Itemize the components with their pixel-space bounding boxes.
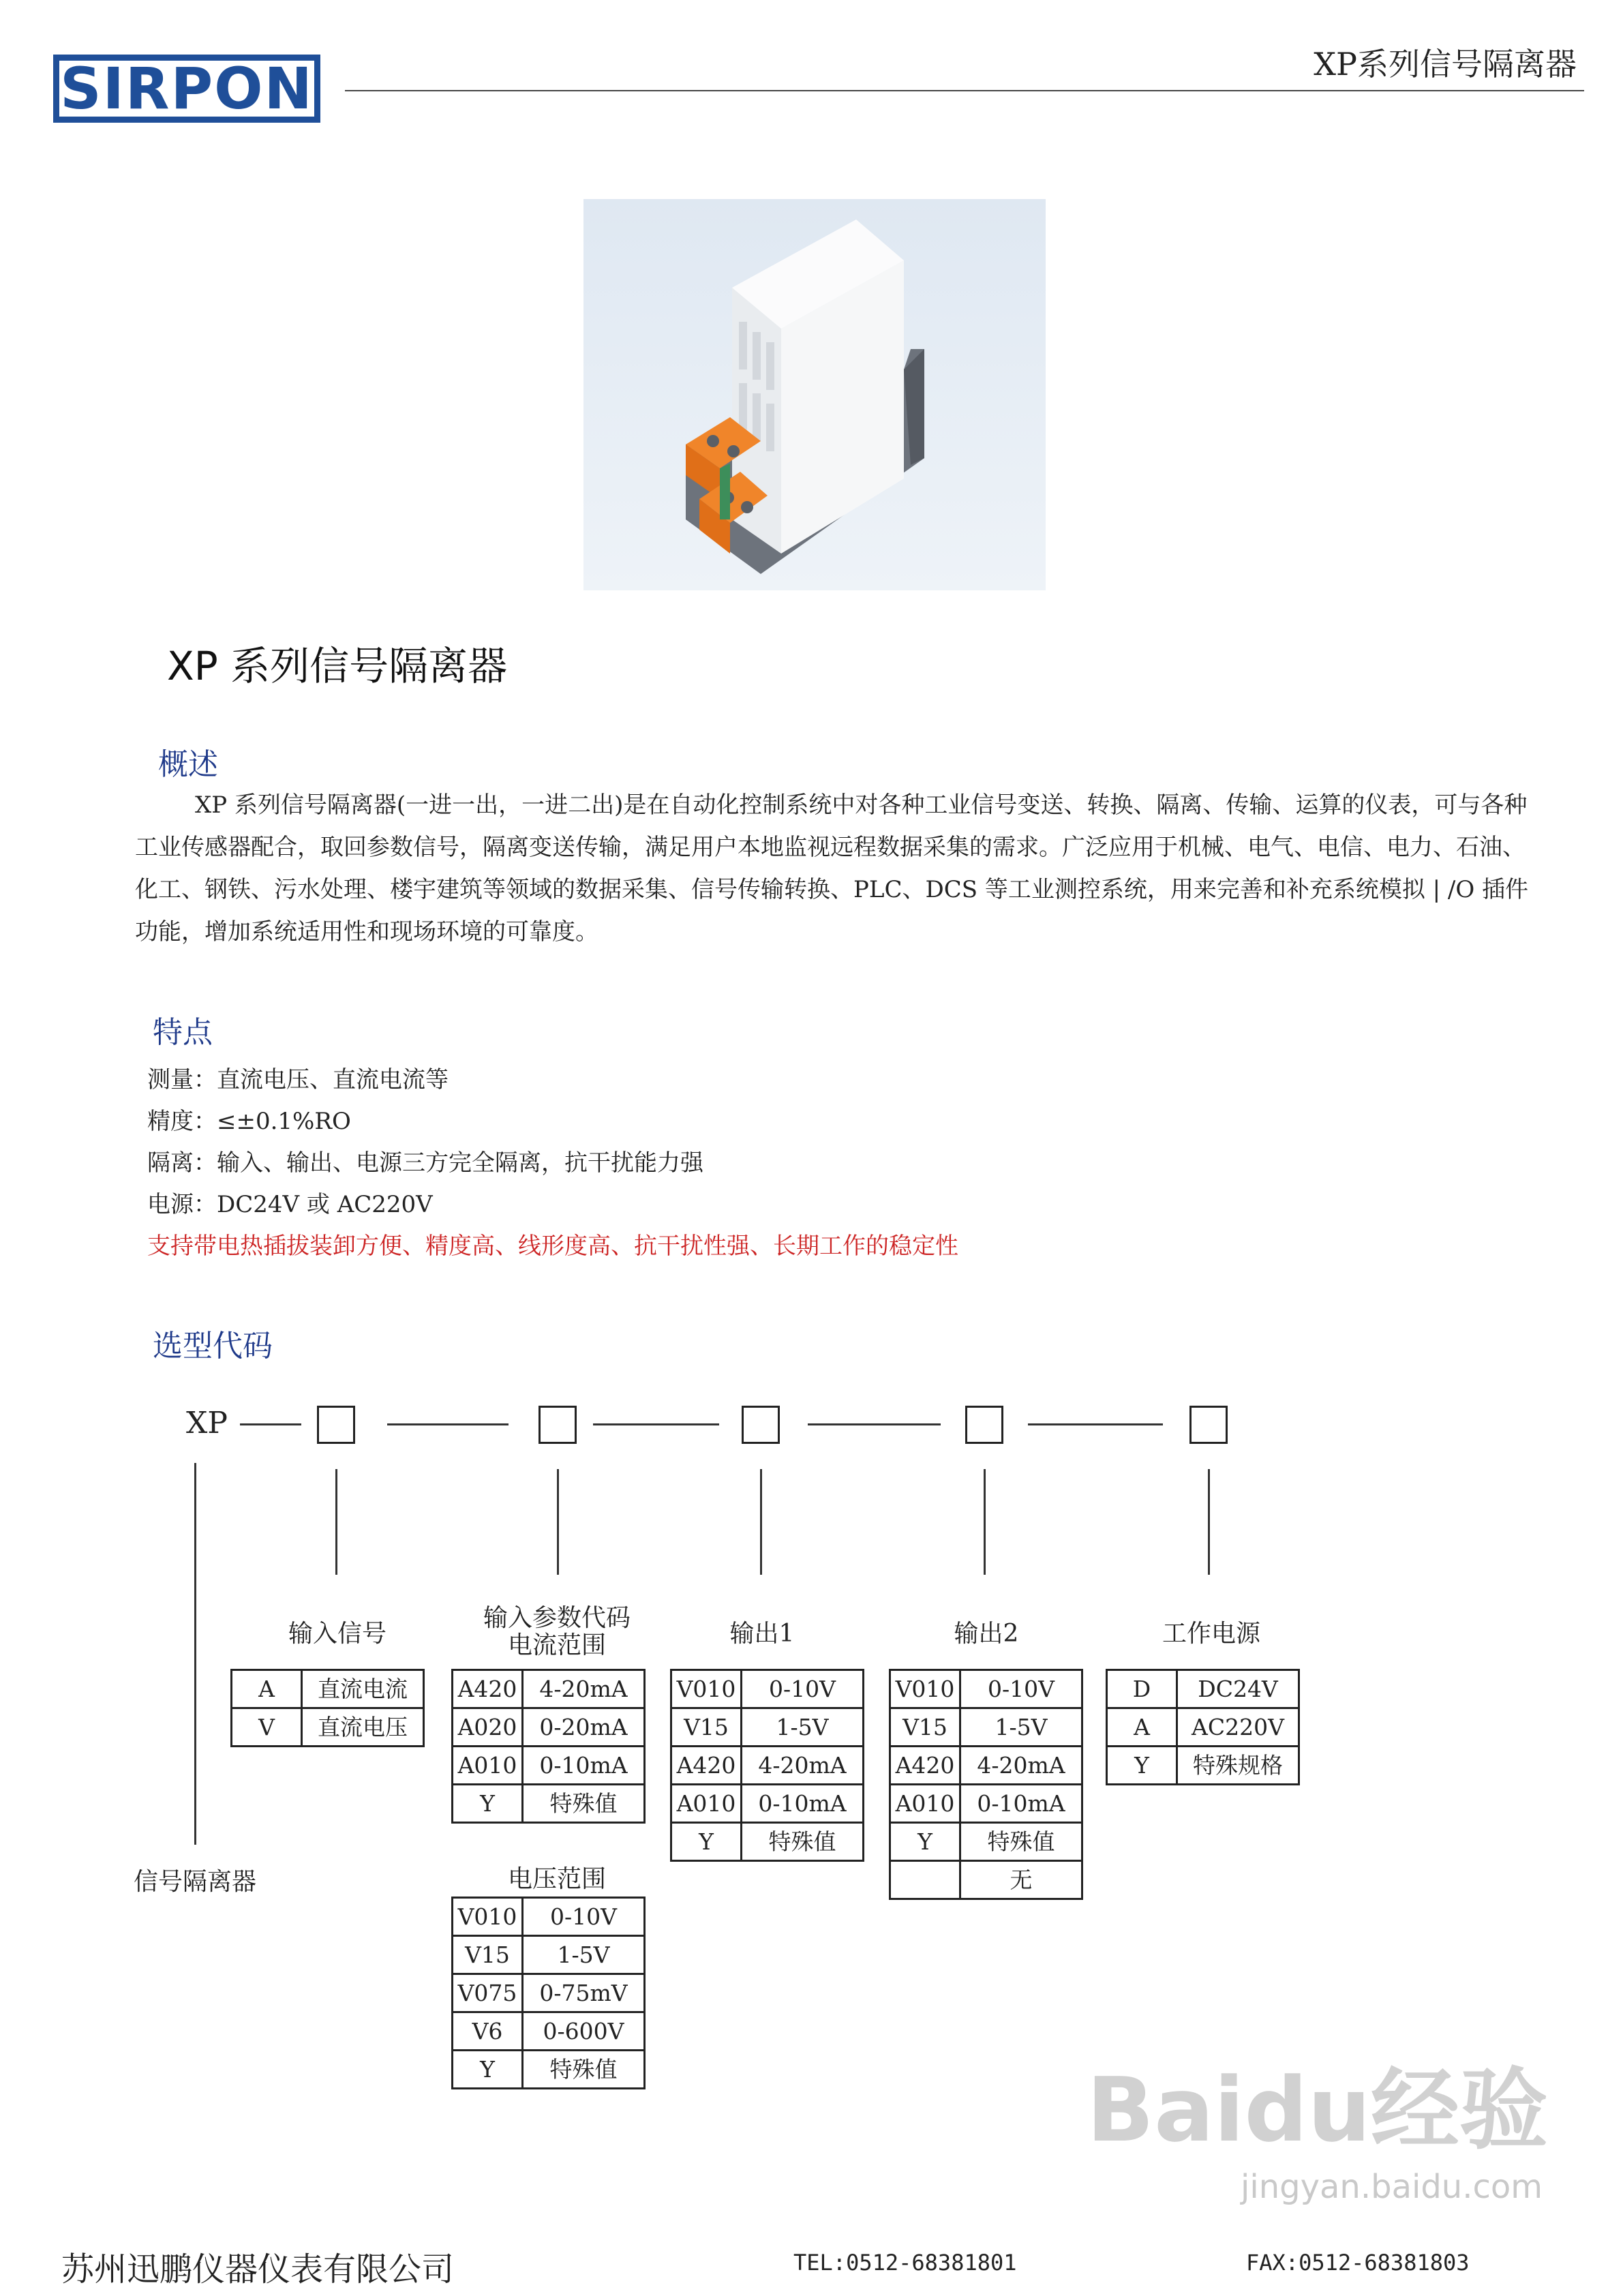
column-label-output2: 输出2 (954, 1620, 1019, 1648)
table-row: V075 0-75mV (453, 1974, 645, 2012)
device-label: 信号隔离器 (134, 1868, 257, 1896)
code-slot-input-param (539, 1406, 577, 1444)
feature-highlight: 支持带电热插拔装卸方便、精度高、线形度高、抗干扰性强、长期工作的稳定性 (147, 1233, 958, 1260)
column-label-power: 工作电源 (1162, 1620, 1260, 1648)
code-slot-power (1189, 1406, 1228, 1444)
overview-text: XP 系列信号隔离器(一进一出，一进二出)是在自动化控制系统中对各种工业信号变送、转换、隔离、传输、运算的仪表，可与各种工业传感器配合，取回参数信号，隔离变送传输，满足用户本地监视远程数据采集的需求。广泛应用于机械、电气、电信、电力、石油、化工、钢铁、污水处理、楼宇建筑等领域的数据采集、信号传输转换、PLC、DCS 等工业测控系统，用来完善和补充系统模拟 | /O 插件功能，增加系统适用性和现场环境的可靠度。 (135, 791, 1529, 946)
overview-heading: 概述 (158, 747, 218, 782)
code-slot-input-signal (317, 1406, 355, 1444)
selection-heading: 选型代码 (153, 1329, 273, 1363)
baidu-watermark: Baidu经验 (1087, 2058, 1548, 2162)
leader-line (760, 1469, 762, 1575)
table-row: A 直流电流 (232, 1670, 424, 1708)
table-row: V010 0-10V (671, 1670, 864, 1708)
leader-line (335, 1469, 337, 1575)
table-row: Y 特殊值 (671, 1823, 864, 1861)
table-row: A420 4-20mA (890, 1747, 1082, 1785)
input-param-current-table (451, 1669, 646, 1824)
table-row: Y 特殊值 (453, 2051, 645, 2089)
output2-table (889, 1669, 1083, 1900)
code-connector (387, 1423, 509, 1425)
table-row: A010 0-10mA (453, 1747, 645, 1785)
footer-fax: FAX:0512-68381803 (1246, 2250, 1470, 2276)
input-param-label: 输入参数代码 (483, 1604, 631, 1632)
footer-tel: TEL:0512-68381801 (793, 2250, 1017, 2276)
power-table (1106, 1669, 1300, 1785)
table-row: A420 4-20mA (453, 1670, 645, 1708)
feature-item: 电源：DC24V 或 AC220V (147, 1191, 433, 1218)
code-prefix: XP (186, 1406, 228, 1440)
code-slot-output1 (742, 1406, 780, 1444)
table-row: A020 0-20mA (453, 1708, 645, 1747)
header-divider (345, 90, 1584, 91)
table-row: V010 0-10V (890, 1670, 1082, 1708)
table-row: Y 特殊值 (890, 1823, 1082, 1861)
baidu-watermark-url: jingyan.baidu.com (1241, 2168, 1543, 2206)
company-logo: SIRPON (53, 55, 320, 123)
table-row: V6 0-600V (453, 2012, 645, 2051)
leader-line (984, 1469, 986, 1575)
device-leader-line (194, 1463, 196, 1845)
feature-item: 隔离：输入、输出、电源三方完全隔离，抗干扰能力强 (147, 1149, 703, 1177)
column-label-output1: 输出1 (729, 1620, 795, 1648)
code-connector (1028, 1423, 1163, 1425)
table-row: 无 (890, 1861, 1082, 1899)
input-param-voltage-table (451, 1897, 646, 2089)
table-row: A010 0-10mA (890, 1785, 1082, 1823)
isolator-illustration (583, 199, 1046, 590)
product-photo (583, 199, 1046, 590)
feature-item: 测量：直流电压、直流电流等 (147, 1066, 449, 1093)
output1-table (670, 1669, 864, 1862)
leader-line (1208, 1469, 1210, 1575)
voltage-range-label: 电压范围 (507, 1865, 606, 1893)
table-row: A010 0-10mA (671, 1785, 864, 1823)
code-connector (808, 1423, 941, 1425)
table-row: V010 0-10V (453, 1898, 645, 1936)
table-row: V 直流电压 (232, 1708, 424, 1747)
table-row: V15 1-5V (453, 1936, 645, 1974)
code-slot-output2 (965, 1406, 1003, 1444)
table-row: V15 1-5V (671, 1708, 864, 1747)
current-range-label: 电流范围 (507, 1631, 606, 1659)
feature-item: 精度：≤±0.1%RO (147, 1108, 351, 1135)
footer-company: 苏州迅鹏仪器仪表有限公司 (61, 2250, 455, 2289)
column-label-input-signal: 输入信号 (288, 1620, 386, 1648)
table-row: A AC220V (1107, 1708, 1299, 1747)
input-signal-table (230, 1669, 425, 1747)
table-row: Y 特殊规格 (1107, 1747, 1299, 1785)
code-connector (240, 1423, 301, 1425)
table-row: V15 1-5V (890, 1708, 1082, 1747)
table-row: Y 特殊值 (453, 1785, 645, 1823)
code-connector (593, 1423, 719, 1425)
column-label-input-param (451, 1605, 663, 1659)
leader-line (557, 1469, 559, 1575)
table-row: A420 4-20mA (671, 1747, 864, 1785)
product-title: XP 系列信号隔离器 (167, 643, 508, 689)
features-heading: 特点 (153, 1015, 213, 1050)
table-row: D DC24V (1107, 1670, 1299, 1708)
header-title: XP系列信号隔离器 (1314, 46, 1577, 82)
